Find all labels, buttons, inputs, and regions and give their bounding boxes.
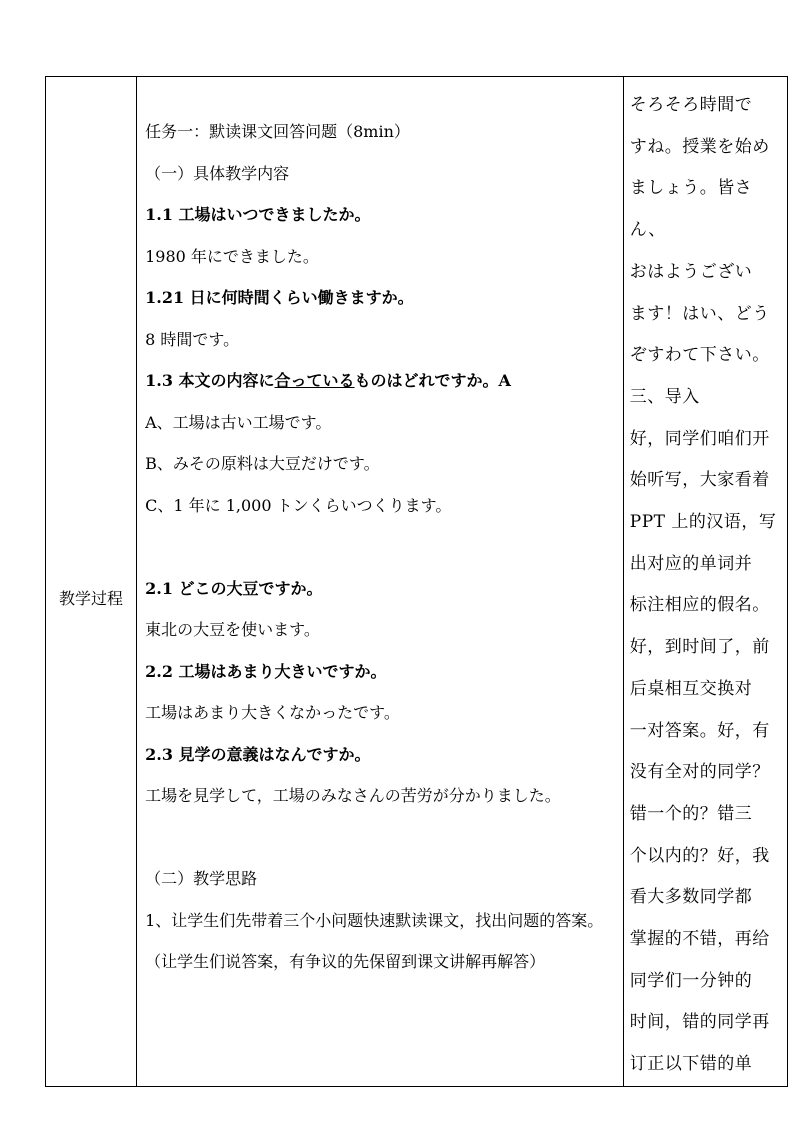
answer-2-3: 工場を見学して，工場のみなさんの苦労が分かりました。 <box>145 786 561 805</box>
option-c: C、1 年に 1,000 トンくらいつくります。 <box>145 495 452 515</box>
side-line: 标注相应的假名。 <box>629 595 770 616</box>
side-line: 订正以下错的单 <box>629 1054 753 1075</box>
spacer <box>145 827 619 869</box>
side-line: 时间，错的同学再 <box>629 1012 770 1033</box>
side-line: 一对答案。好，有 <box>629 720 770 741</box>
side-line: 好，到时间了，前 <box>629 637 770 658</box>
side-line: 错一个的？错三 <box>629 803 753 824</box>
side-line: 后桌相互交换对 <box>629 678 753 699</box>
question-2-2: 2.2 工場はあまり大きいですか。 <box>145 661 387 681</box>
side-line: 看大多数同学都 <box>629 887 753 908</box>
side-line: すね。授業を始め <box>629 136 770 157</box>
option-b: B、みその原料は大豆だけです。 <box>145 454 380 473</box>
side-line: そろそろ時間で <box>629 95 753 115</box>
side-notes <box>624 77 787 1086</box>
answer-1-1: 1980 年にできました。 <box>145 246 319 266</box>
side-line: ます！はい、どう <box>629 303 770 324</box>
side-line: おはようござい <box>629 261 753 282</box>
side-line: 三、导入 <box>629 386 700 407</box>
teaching-idea-1: 1、让学生们先带着三个小问题快速默读课文，找出问题的答案。（让学生们说答案，有争议的先保留到课文讲解再解答） <box>145 910 604 971</box>
side-line: 没有全对的同学？ <box>629 762 770 783</box>
side-line: 个以内的？好，我 <box>629 845 770 866</box>
teaching-process-row <box>46 77 788 1087</box>
question-1-1: 1.1 工場はいつできましたか。 <box>145 205 371 224</box>
side-line: 好，同学们咱们开 <box>629 428 770 449</box>
side-line: ぞすわて下さい。 <box>629 345 770 366</box>
question-2-3: 2.3 見学の意義はなんですか。 <box>145 744 371 764</box>
side-line: ましょう。皆さん、 <box>629 178 753 241</box>
main-content <box>137 77 623 982</box>
section-heading-content: （一）具体教学内容 <box>145 163 290 183</box>
question-1-21: 1.21 日に何時間くらい働きますか。 <box>145 288 414 307</box>
side-line: 始听写，大家看着 <box>629 470 770 491</box>
lesson-plan-table <box>45 76 788 1087</box>
question-1-3-suffix: ものはどれですか。A <box>354 371 511 390</box>
question-1-3 <box>145 370 619 412</box>
answer-2-1: 東北の大豆を使います。 <box>145 620 320 639</box>
side-line: PPT 上的汉语，写 <box>629 512 777 533</box>
question-1-3-underlined: 合っている <box>274 371 355 390</box>
question-1-3-prefix: 1.3 本文の内容に <box>145 371 275 390</box>
section-heading-ideas: （二）教学思路 <box>145 869 258 888</box>
answer-2-2: 工場はあまり大きくなかったです。 <box>145 703 400 722</box>
side-line: 掌握的不错，再给 <box>629 929 770 950</box>
side-line: 出对应的单词并 <box>629 553 753 574</box>
side-line: 同学们一分钟的 <box>629 970 753 991</box>
question-2-1: 2.1 どこの大豆ですか。 <box>145 578 323 598</box>
spacer <box>145 536 619 578</box>
row-label: 教学过程 <box>59 589 124 609</box>
side-notes-cell <box>623 77 787 1087</box>
main-content-cell <box>137 77 624 1087</box>
task-title: 任务一：默读课文回答问题（8min） <box>145 122 410 141</box>
row-label-cell <box>46 77 137 1087</box>
option-a: A、工場は古い工場です。 <box>145 412 332 432</box>
answer-1-21: 8 時間です。 <box>145 329 240 349</box>
